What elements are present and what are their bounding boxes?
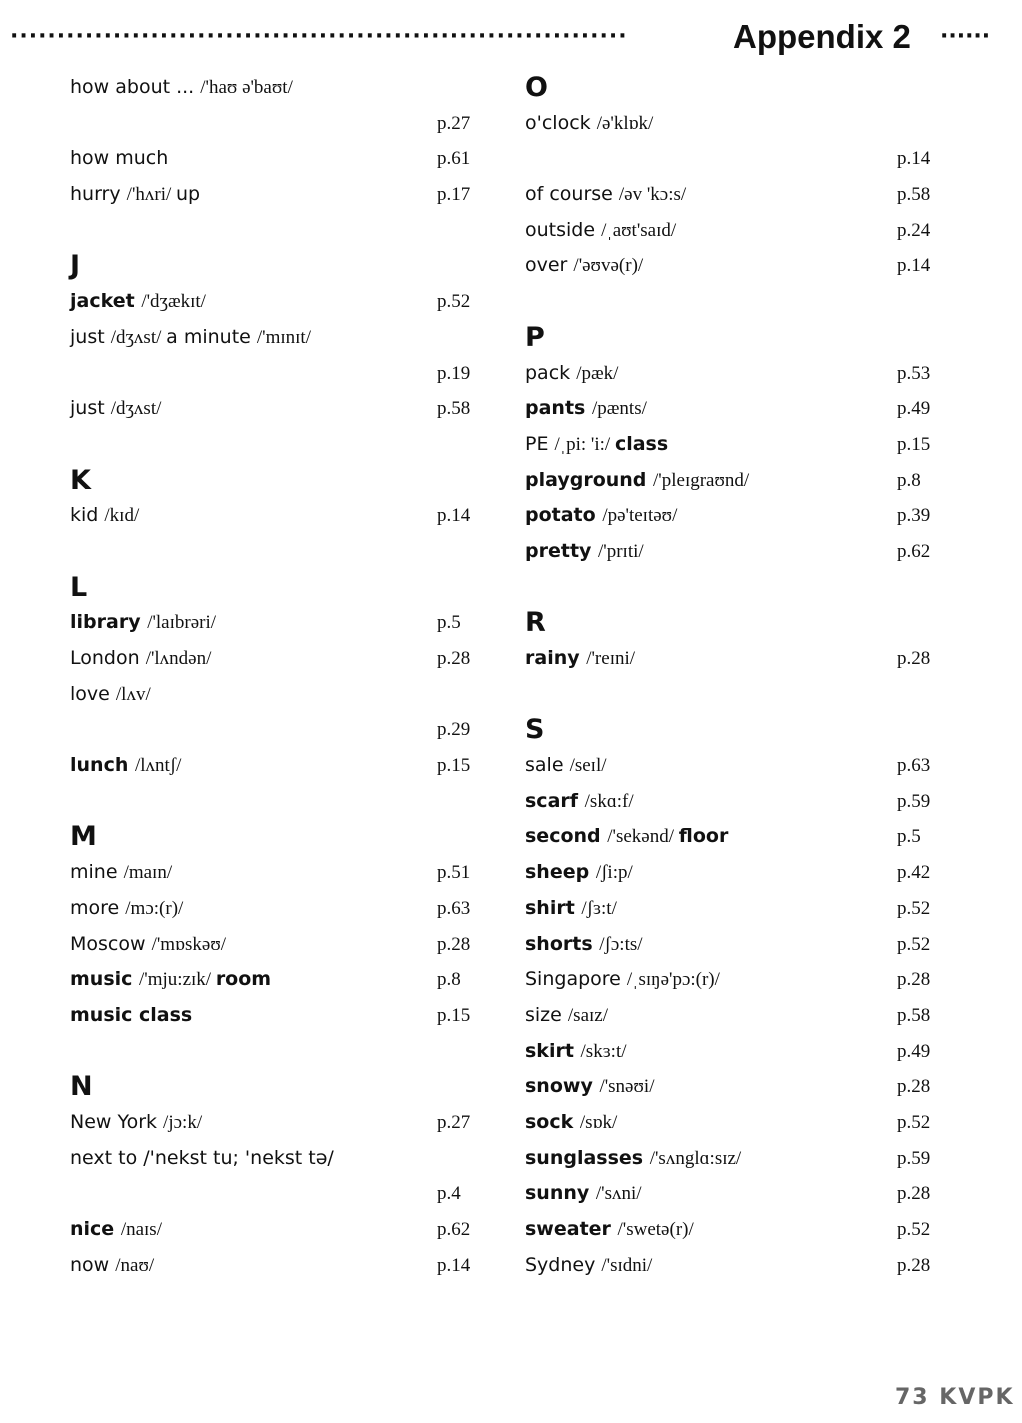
headword: o'clock [525, 111, 597, 134]
headword: shorts [525, 932, 600, 955]
headword: nice [70, 1218, 121, 1240]
page-reference: p.52 [897, 1111, 931, 1133]
headword: floor [678, 825, 729, 848]
headword: how much [70, 147, 169, 170]
headword: music [70, 968, 140, 991]
page-reference: p.14 [897, 148, 931, 170]
glossary-entry [70, 106, 490, 142]
glossary-entry [70, 641, 490, 677]
page-reference: p.59 [897, 1147, 931, 1169]
header-dot-leader-left: ·································································· [10, 24, 628, 49]
page-reference: p.29 [437, 719, 471, 741]
glossary-entry [525, 463, 945, 499]
page-reference: p.59 [897, 790, 931, 812]
headword: just [70, 397, 111, 420]
page-reference: p.49 [897, 398, 931, 420]
glossary-entry [525, 891, 945, 927]
glossary-entry [70, 141, 490, 177]
glossary-entry [525, 1248, 945, 1284]
headword: up [176, 183, 201, 206]
glossary-entry [70, 998, 490, 1034]
page-reference: p.28 [897, 1183, 931, 1205]
glossary-entry [525, 391, 945, 427]
page-reference: p.62 [437, 1219, 471, 1240]
glossary-entry [70, 356, 490, 392]
page-reference: p.15 [897, 433, 931, 455]
headword: pants [525, 397, 592, 420]
section-letter-text: N [70, 1071, 93, 1103]
pronunciation: /seɪl/ [569, 755, 607, 777]
pronunciation: /pə'teɪtəʊ/ [602, 505, 678, 527]
pronunciation: /ʃɔ:ts/ [599, 933, 643, 955]
pronunciation: /skɑ:f/ [584, 790, 634, 812]
pronunciation: /'sɪdni/ [601, 1254, 653, 1276]
page-reference: p.58 [897, 184, 931, 206]
glossary-entry [525, 213, 945, 249]
headword: potato [525, 504, 603, 527]
headword: love [70, 682, 116, 705]
glossary-entry [525, 177, 945, 213]
page-reference: p.14 [437, 505, 471, 527]
headword: snowy [525, 1075, 600, 1098]
glossary-entry [525, 1141, 945, 1177]
page-footer: 73 KVPK [895, 1385, 1015, 1410]
headword: pack [525, 361, 577, 384]
headword: library [70, 611, 148, 634]
page-reference: p.15 [437, 755, 471, 777]
pronunciation: /'haʊ ə'baʊt/ [200, 77, 293, 98]
pronunciation: /'snəʊi/ [599, 1076, 655, 1098]
glossary-entry [525, 356, 945, 392]
page-reference: p.5 [437, 612, 461, 634]
page-reference: p.4 [437, 1183, 461, 1205]
glossary-entry [70, 712, 490, 748]
glossary-entry [525, 1176, 945, 1212]
spacer [70, 213, 490, 249]
headword: sale [525, 754, 570, 777]
headword: of course [525, 183, 619, 206]
headword: more [70, 896, 126, 919]
pronunciation: /'mɒskəʊ/ [151, 933, 227, 955]
headword: Singapore [525, 968, 627, 991]
page-reference: p.52 [437, 291, 471, 313]
page-reference: p.58 [437, 398, 471, 420]
pronunciation: /ə'klɒk/ [596, 112, 654, 134]
glossary-entry [525, 855, 945, 891]
pronunciation: /'hʌri/ [126, 184, 177, 206]
glossary-entry [70, 1105, 490, 1141]
headword: second [525, 825, 608, 848]
glossary-entry [525, 784, 945, 820]
pronunciation: /'mɪnɪt/ [256, 326, 311, 348]
glossary-entry [525, 1105, 945, 1141]
page-reference: p.28 [897, 1076, 931, 1098]
page-reference: p.63 [897, 755, 931, 777]
section-letter-text: P [525, 321, 545, 353]
headword: shirt [525, 896, 582, 919]
section-letter-text: M [70, 821, 97, 853]
glossary-entry [70, 498, 490, 534]
pronunciation: /dʒʌst/ [110, 326, 167, 348]
section-letter [525, 605, 945, 641]
pronunciation: /maɪn/ [123, 862, 173, 884]
pronunciation: /'sʌnglɑ:sɪz/ [649, 1147, 742, 1169]
page-reference: p.51 [437, 862, 471, 884]
pronunciation: /mɔ:(r)/ [125, 897, 184, 919]
pronunciation: /'əʊvə(r)/ [573, 255, 644, 277]
header-dot-leader-right: ······ [940, 24, 991, 49]
pronunciation: /'sekənd/ [607, 826, 679, 848]
section-letter-text: R [525, 607, 546, 639]
headword: music class [70, 1003, 193, 1026]
glossary-entry [70, 177, 490, 213]
glossary-entry [525, 1069, 945, 1105]
pronunciation: /skɜ:t/ [580, 1040, 627, 1062]
headword: playground [525, 468, 654, 491]
pronunciation: /'swetə(r)/ [617, 1219, 694, 1240]
glossary-entry [525, 534, 945, 570]
headword: rainy [525, 647, 587, 669]
page-reference: p.52 [897, 933, 931, 955]
page-reference: p.28 [437, 648, 471, 669]
pronunciation: /lʌv/ [115, 683, 151, 705]
glossary-entry [70, 1141, 490, 1177]
pronunciation: /ʃɜ:t/ [581, 897, 617, 919]
section-letter [70, 248, 490, 284]
glossary-entry [70, 1248, 490, 1284]
headword: Moscow [70, 932, 152, 955]
headword: how about ... [70, 76, 201, 98]
page-reference: p.24 [897, 219, 931, 241]
headword: outside [525, 218, 602, 241]
spacer [70, 534, 490, 570]
headword: pretty [525, 539, 599, 562]
glossary-entry [525, 819, 945, 855]
glossary-entry [70, 891, 490, 927]
glossary-entry [525, 248, 945, 284]
pronunciation: /'pleɪgraʊnd/ [653, 469, 750, 491]
pronunciation: /ˌsɪŋə'pɔ:(r)/ [626, 969, 720, 991]
glossary-entry [525, 141, 945, 177]
pronunciation: /ʃi:p/ [595, 862, 633, 884]
headword: jacket [70, 290, 142, 313]
glossary-entry [525, 106, 945, 142]
pronunciation: /'lʌndən/ [145, 648, 212, 669]
section-letter [70, 570, 490, 606]
page-reference: p.28 [437, 933, 471, 955]
pronunciation: /lʌntʃ/ [134, 755, 182, 777]
page-reference: p.63 [437, 897, 471, 919]
pronunciation: /jɔ:k/ [163, 1111, 203, 1133]
glossary-entry [525, 1212, 945, 1248]
spacer [70, 1034, 490, 1070]
section-letter [70, 819, 490, 855]
pronunciation: /'reɪni/ [586, 648, 636, 669]
glossary-entry [70, 677, 490, 713]
headword: room [215, 968, 272, 991]
right-glossary-column [525, 70, 945, 1283]
page-reference: p.8 [437, 969, 461, 991]
spacer [525, 677, 945, 713]
pronunciation: /ˌaʊt'saɪd/ [601, 219, 677, 241]
page-reference: p.19 [437, 362, 471, 384]
pronunciation: /əv 'kɔ:s/ [618, 184, 687, 206]
pronunciation: /'sʌni/ [595, 1183, 642, 1205]
headword: New York [70, 1110, 164, 1133]
pronunciation: /sɒk/ [579, 1111, 618, 1133]
glossary-entry [525, 427, 945, 463]
glossary-entry [525, 962, 945, 998]
glossary-entry [525, 927, 945, 963]
page-reference: p.61 [437, 148, 471, 170]
headword: sheep [525, 861, 596, 884]
pronunciation: /naʊ/ [115, 1254, 155, 1276]
pronunciation: /kɪd/ [104, 505, 140, 527]
headword: a minute [166, 325, 257, 348]
page-reference: p.14 [437, 1254, 471, 1276]
glossary-entry [70, 391, 490, 427]
page-reference: p.5 [897, 826, 921, 848]
pronunciation: /ˌpi: 'i:/ [554, 433, 615, 455]
page-reference: p.27 [437, 1111, 471, 1133]
glossary-entry [70, 284, 490, 320]
glossary-entry [70, 320, 490, 356]
glossary-entry [525, 1034, 945, 1070]
page-reference: p.14 [897, 255, 931, 277]
headword: lunch [70, 754, 135, 777]
glossary-entry [525, 998, 945, 1034]
headword: sock [525, 1110, 580, 1133]
headword: kid [70, 504, 105, 527]
glossary-entry [70, 855, 490, 891]
spacer [70, 427, 490, 463]
left-glossary-column [70, 70, 490, 1283]
spacer [525, 284, 945, 320]
section-letter [525, 320, 945, 356]
section-letter-text: J [70, 250, 81, 282]
glossary-entry [70, 70, 490, 106]
page-reference: p.53 [897, 362, 931, 384]
section-letter [70, 1069, 490, 1105]
headword: class [614, 432, 669, 455]
pronunciation: /dʒʌst/ [110, 398, 162, 420]
glossary-entry [525, 498, 945, 534]
pronunciation: /pænts/ [591, 398, 647, 420]
page-reference: p.49 [897, 1040, 931, 1062]
glossary-entry [70, 962, 490, 998]
headword: hurry [70, 183, 127, 206]
headword: sunny [525, 1182, 596, 1205]
page-reference: p.8 [897, 469, 921, 491]
page-reference: p.28 [897, 1254, 931, 1276]
page-reference: p.52 [897, 1219, 931, 1240]
glossary-entry [70, 1176, 490, 1212]
glossary-entry [70, 748, 490, 784]
headword: mine [70, 861, 124, 884]
glossary-entry [70, 1212, 490, 1248]
page-header [0, 12, 1022, 62]
headword: /'nekst tu; 'nekst tə/ [143, 1146, 334, 1169]
pronunciation: /pæk/ [576, 362, 619, 384]
glossary-entry [70, 927, 490, 963]
headword: now [70, 1253, 116, 1276]
headword: next to [70, 1146, 144, 1169]
page-reference: p.42 [897, 862, 931, 884]
glossary-entry [525, 748, 945, 784]
page-reference: p.28 [897, 648, 931, 669]
headword: sunglasses [525, 1146, 650, 1169]
headword: PE [525, 432, 555, 455]
pronunciation: /'dʒækɪt/ [141, 291, 206, 313]
spacer [525, 570, 945, 606]
page-reference: p.27 [437, 112, 471, 134]
headword: just [70, 325, 111, 348]
headword: over [525, 254, 574, 277]
page-reference: p.17 [437, 184, 471, 206]
page-reference: p.58 [897, 1004, 931, 1026]
section-letter-text: L [70, 571, 88, 603]
spacer [70, 784, 490, 820]
section-letter [525, 712, 945, 748]
headword: scarf [525, 789, 585, 812]
section-letter-text: K [70, 464, 91, 496]
section-letter [525, 70, 945, 106]
pronunciation: /'mju:zɪk/ [139, 969, 216, 991]
page-reference: p.28 [897, 969, 931, 991]
pronunciation: /'laɪbrəri/ [147, 612, 217, 634]
section-letter-text: O [525, 72, 548, 103]
page-reference: p.62 [897, 540, 931, 562]
page-title: Appendix 2 [733, 18, 911, 55]
section-letter [70, 463, 490, 499]
page-reference: p.39 [897, 505, 931, 527]
headword: Sydney [525, 1253, 602, 1276]
headword: sweater [525, 1218, 618, 1240]
pronunciation: /naɪs/ [120, 1219, 162, 1240]
headword: London [70, 647, 146, 669]
page-reference: p.52 [897, 897, 931, 919]
pronunciation: /saɪz/ [567, 1004, 608, 1026]
headword: skirt [525, 1039, 581, 1062]
glossary-entry [525, 641, 945, 677]
section-letter-text: S [525, 714, 545, 746]
headword: size [525, 1003, 568, 1026]
pronunciation: /'prɪti/ [598, 540, 644, 562]
glossary-entry [70, 605, 490, 641]
page-reference: p.15 [437, 1004, 471, 1026]
